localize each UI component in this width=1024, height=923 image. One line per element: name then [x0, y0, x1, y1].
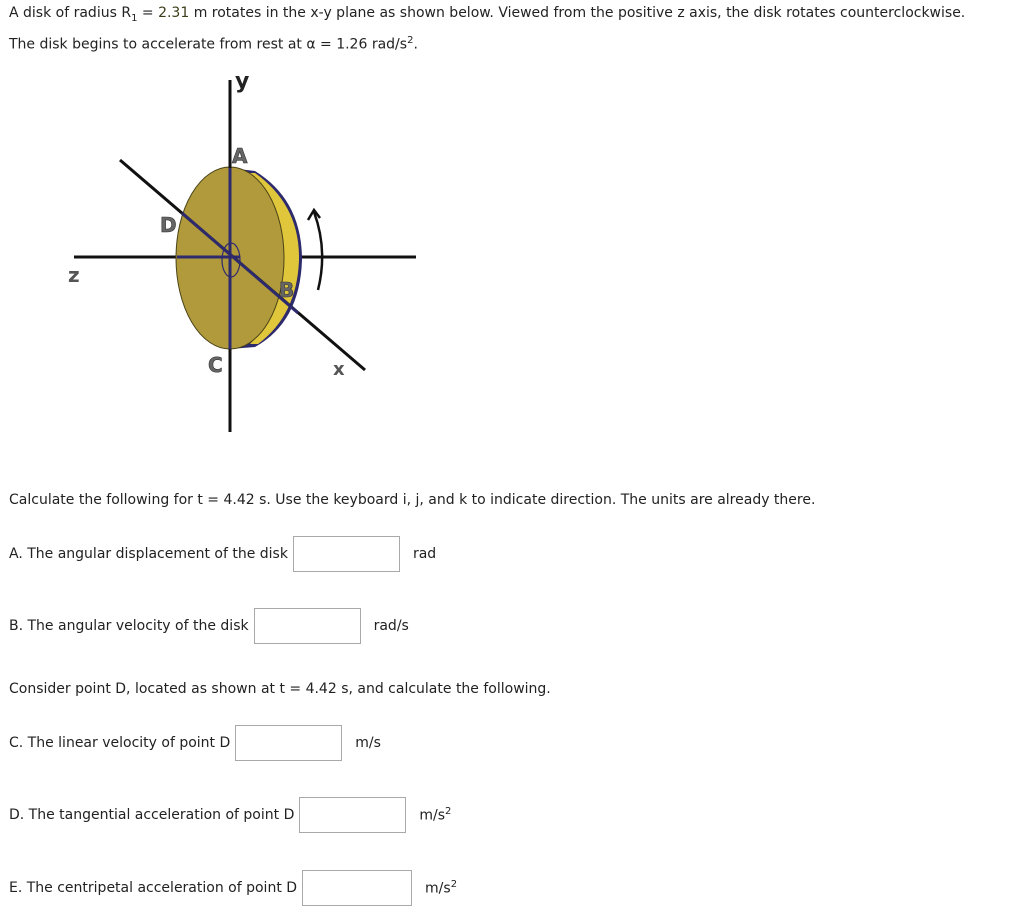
- question-c-unit: m/s: [355, 735, 381, 751]
- question-c: [9, 725, 381, 761]
- question-d-label: D. The tangential acceleration of point D: [9, 807, 295, 823]
- centripetal-acceleration-input[interactable]: [302, 870, 412, 906]
- radius-text: A disk of radius R: [9, 5, 132, 21]
- angular-displacement-input[interactable]: [293, 536, 400, 572]
- point-b-label: B: [279, 278, 295, 302]
- radius-subscript: 1: [131, 12, 138, 24]
- angular-velocity-input[interactable]: [254, 608, 361, 644]
- question-e: [9, 870, 457, 906]
- tangential-acceleration-input[interactable]: [299, 797, 406, 833]
- problem-statement-line-1: [9, 4, 965, 28]
- rotation-text: m rotates in the x-y plane as shown below. Viewed from the positive z axis, the disk rotates counterclockwise.: [189, 5, 966, 21]
- y-axis-label: y: [235, 69, 250, 94]
- point-d-label: D: [160, 213, 177, 237]
- question-c-label: C. The linear velocity of point D: [9, 735, 231, 751]
- question-e-unit: $m/s^2$: [425, 879, 458, 897]
- linear-velocity-input[interactable]: [235, 725, 342, 761]
- question-d-unit: $m/s^2$: [419, 806, 452, 824]
- rotation-arrow-icon: [314, 212, 322, 290]
- acceleration-text: The disk begins to accelerate from rest at α = 1.26 rad/s: [9, 36, 408, 53]
- question-a-unit: rad: [412, 546, 437, 562]
- consider-text: Consider point D, located as shown at t = 4.42 s, and calculate the following.: [9, 681, 551, 697]
- x-axis-label: x: [333, 359, 345, 380]
- point-a-label: A: [232, 144, 248, 168]
- question-a-label: A. The angular displacement of the disk: [9, 546, 288, 562]
- instructions-text: Calculate the following for t = 4.42 s. Use the keyboard i, j, and k to indicate direction. The units are already there.: [9, 492, 816, 508]
- question-b: [9, 608, 409, 644]
- equals-text: =: [137, 5, 159, 21]
- point-c-label: C: [208, 353, 223, 377]
- z-axis-label: z: [68, 263, 80, 287]
- question-a: [9, 536, 436, 572]
- rotating-disk-diagram: [50, 60, 430, 440]
- acceleration-superscript: 2: [407, 35, 414, 46]
- period: .: [413, 36, 418, 53]
- question-b-label: B. The angular velocity of the disk: [9, 618, 249, 634]
- radius-value: 2.31: [158, 5, 190, 21]
- problem-statement-line-2: [9, 32, 418, 54]
- question-d: [9, 797, 451, 833]
- question-b-unit: rad/s: [373, 618, 409, 634]
- question-e-label: E. The centripetal acceleration of point D: [9, 880, 298, 896]
